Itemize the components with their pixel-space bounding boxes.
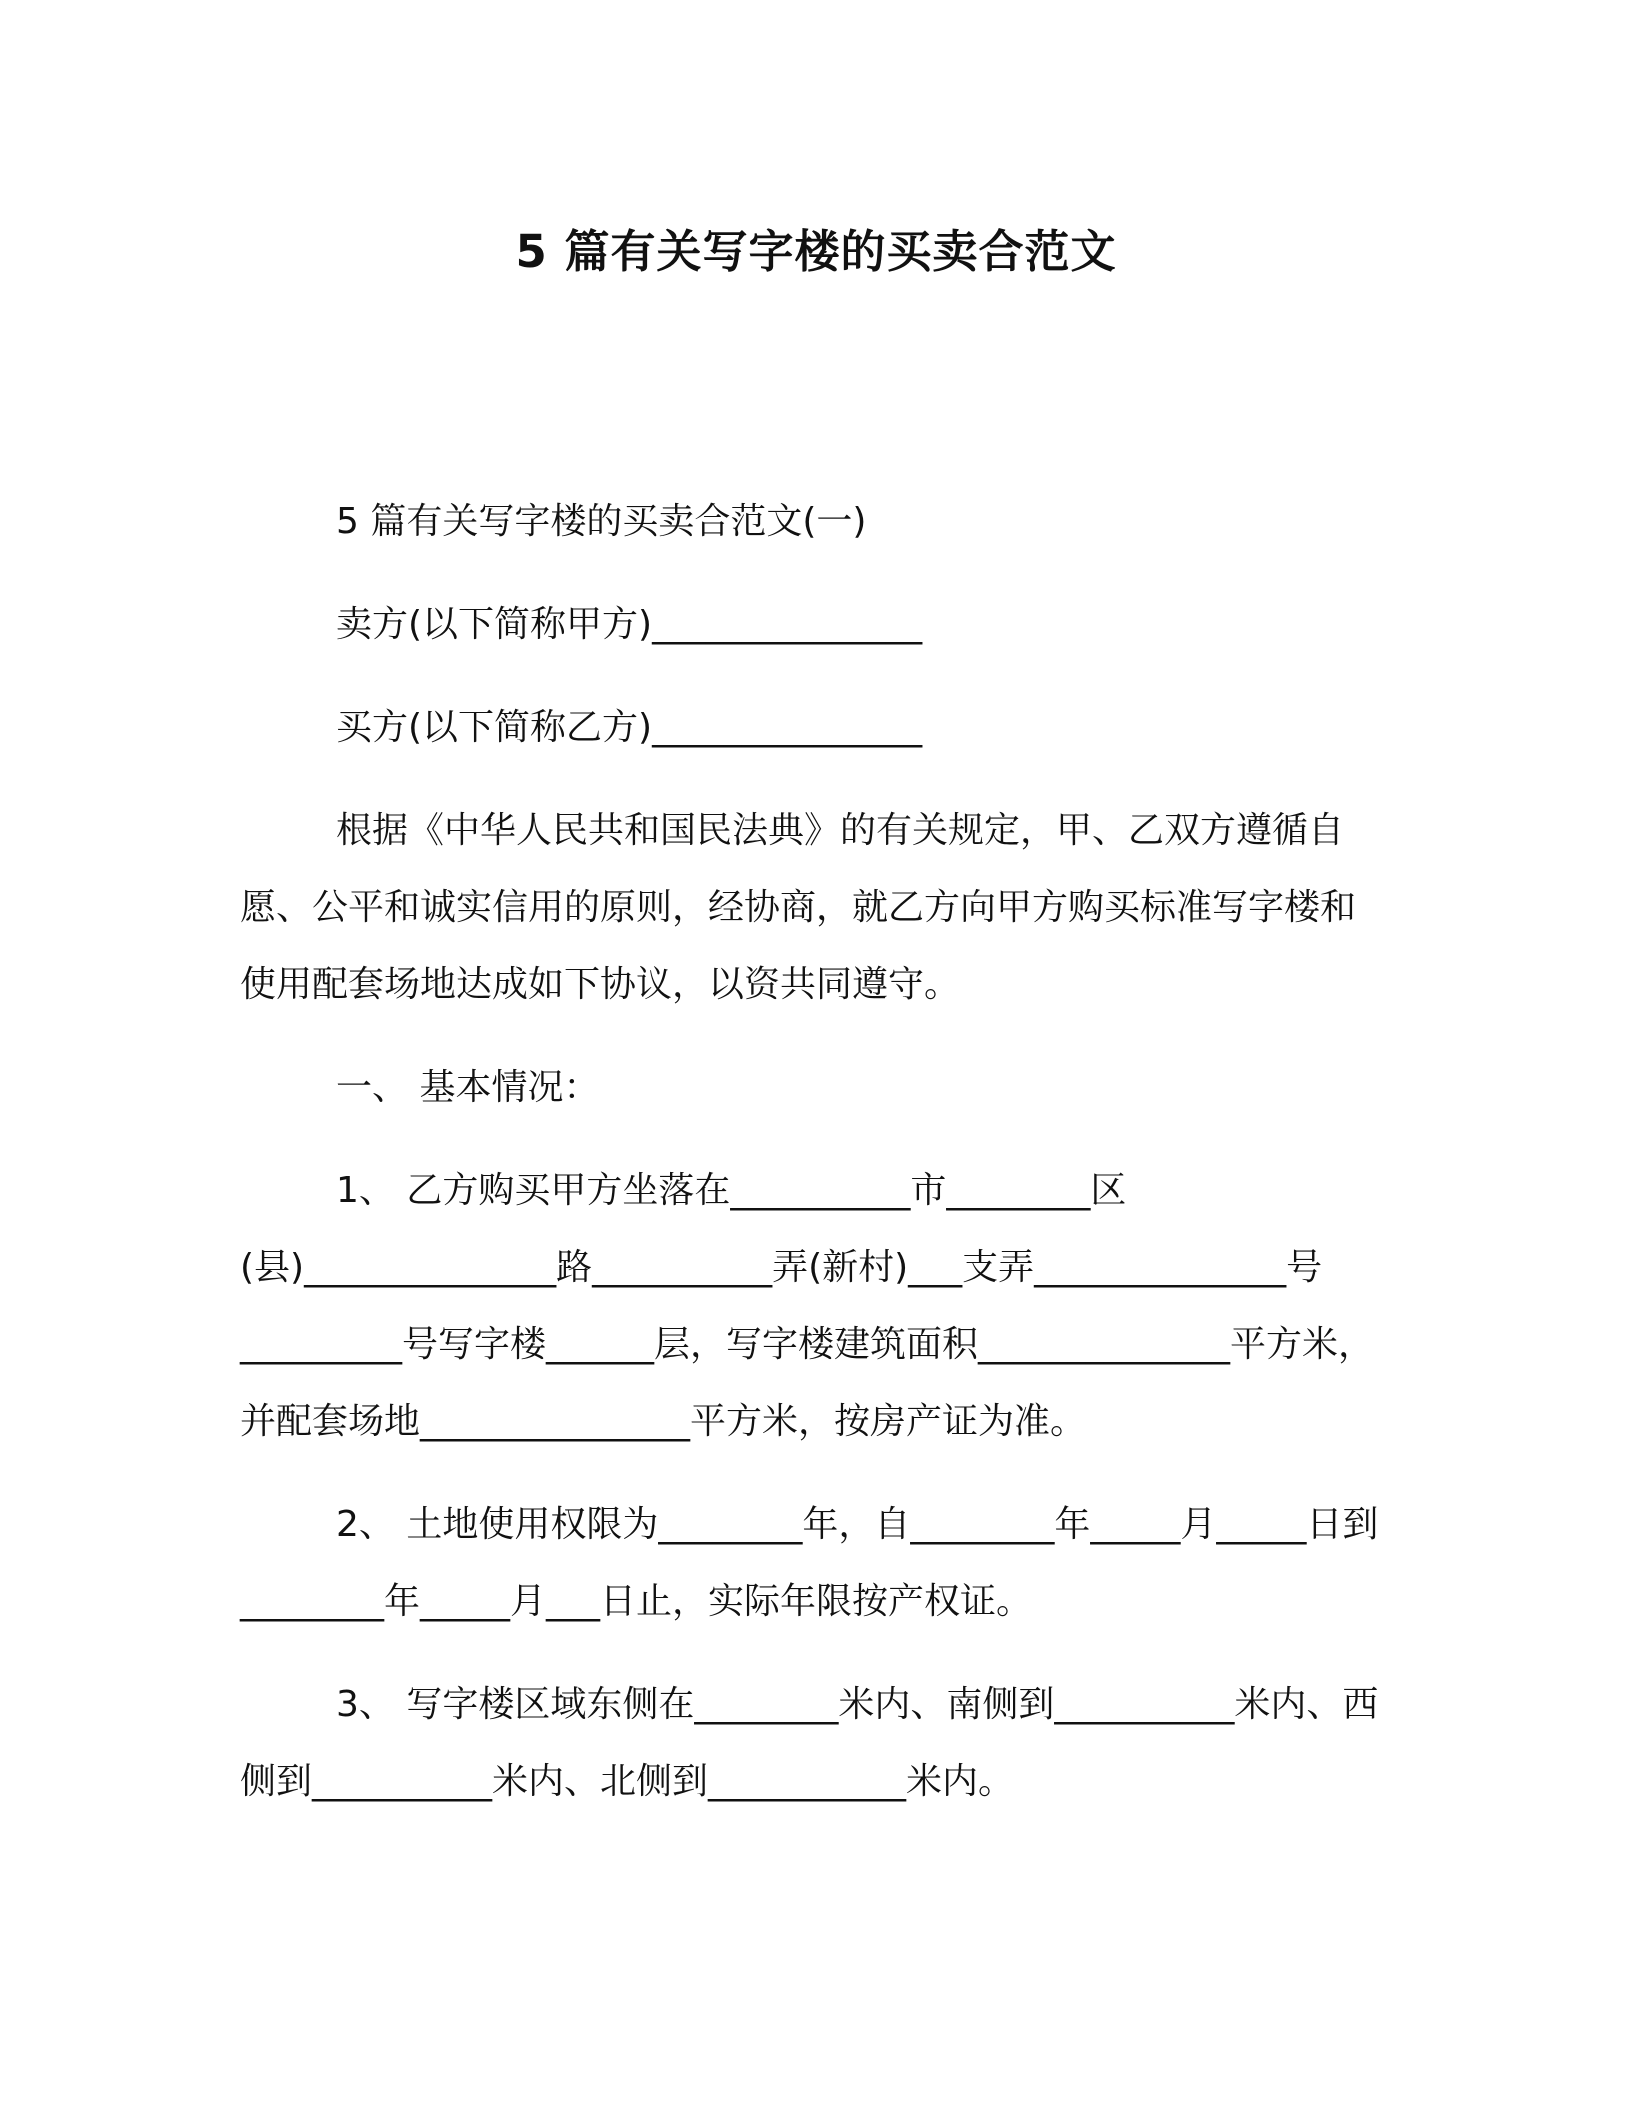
preamble-paragraph: 根据《中华人民共和国民法典》的有关规定，甲、乙双方遵循自愿、公平和诚实信用的原则，经协商，就乙方向甲方购买标准写字楼和使用配套场地达成如下协议，以资共同遵守。: [240, 810, 1357, 1005]
section-heading: 5 篇有关写字楼的买卖合范文(一): [336, 501, 867, 542]
clause-3: 3、 写字楼区域东侧在________米内、南侧到__________米内、西侧到__________米内、北侧到___________米内。: [240, 1684, 1379, 1802]
buyer-line: 买方(以下简称乙方)_______________: [336, 707, 923, 748]
seller-line: 卖方(以下简称甲方)_______________: [336, 604, 923, 645]
document-title: 5 篇有关写字楼的买卖合范文: [515, 225, 1117, 278]
clause-2: 2、 土地使用权限为________年，自________年_____月_____日到________年_____月___日止，实际年限按产权证。: [240, 1504, 1379, 1622]
document-body: [240, 483, 1390, 1820]
basic-info-heading: 一、 基本情况：: [336, 1067, 600, 1108]
clause-1: 1、 乙方购买甲方坐落在__________市________区(县)______________路__________弄(新村)___支弄______________号_________号写字楼______层，写字楼建筑面积______________平方米，并配套场地_______________平方米，按房产证为准。: [240, 1170, 1375, 1442]
